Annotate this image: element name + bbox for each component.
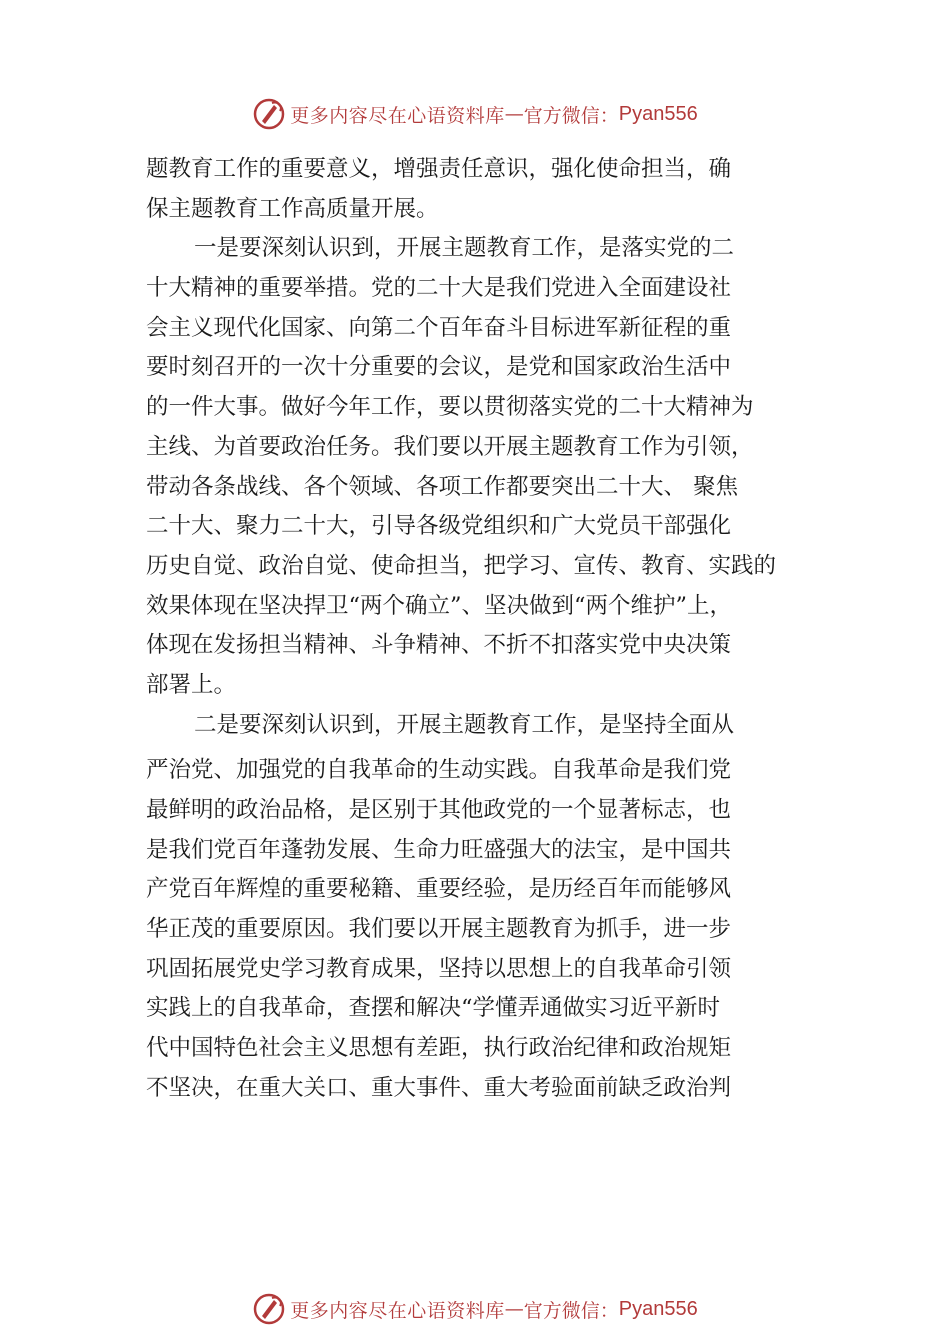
header-dash: — bbox=[504, 103, 524, 125]
paragraph-start-line: 一是要深刻认识到，开展主题教育工作，是落实党的二 bbox=[194, 235, 735, 262]
footer-dash: — bbox=[504, 1298, 524, 1320]
text-line: 部署上。 bbox=[146, 671, 237, 698]
text-line: 最鲜明的政治品格，是区别于其他政党的一个显著标志，也 bbox=[146, 797, 732, 823]
text-line: 历史自觉、政治自觉、使命担当，把学习、宣传、教育、实践的 bbox=[146, 552, 777, 579]
text-line: 不坚决，在重大关口、重大事件、重大考验面前缺乏政治判 bbox=[146, 1074, 732, 1101]
text-line: 保主题教育工作高质量开展。 bbox=[146, 195, 439, 222]
brand-logo-icon bbox=[252, 97, 286, 131]
text-line: 二十大、聚力二十大，引导各级党组织和广大党员干部强化 bbox=[146, 513, 732, 540]
text-line: 代中国特色社会主义思想有差距，执行政治纪律和政治规矩 bbox=[146, 1035, 732, 1062]
text-line: 效果体现在坚决捍卫“两个确立”、坚决做到“两个维护”上， bbox=[146, 592, 733, 619]
text-line: 要时刻召开的一次十分重要的会议，是党和国家政治生活中 bbox=[146, 354, 732, 381]
text-line: 十大精神的重要举措。党的二十大是我们党进入全面建设社 bbox=[146, 275, 732, 302]
text-line: 实践上的自我革命，查摆和解决“学懂弄通做实习近平新时 bbox=[146, 995, 721, 1022]
text-line: 是我们党百年蓬勃发展、生命力旺盛强大的法宝，是中国共 bbox=[146, 836, 732, 863]
header-banner bbox=[0, 94, 950, 134]
footer-wechat-label: 官方微信： bbox=[523, 1299, 619, 1322]
text-line: 带动各条战线、各个领域、各项工作都要突出二十大、 聚焦 bbox=[146, 473, 739, 500]
header-wechat-label: 官方微信： bbox=[523, 104, 619, 127]
footer-wechat-id: Pyan556 bbox=[618, 1297, 698, 1320]
header-wechat-id: Pyan556 bbox=[618, 102, 698, 125]
text-line: 巩固拓展党史学习教育成果，坚持以思想上的自我革命引领 bbox=[146, 955, 732, 982]
footer-banner bbox=[0, 1289, 950, 1329]
text-line: 的一件大事。做好今年工作，要以贯彻落实党的二十大精神为 bbox=[146, 394, 754, 421]
text-line: 体现在发扬担当精神、斗争精神、不折不扣落实党中央决策 bbox=[146, 632, 732, 659]
document-body bbox=[146, 150, 816, 1109]
text-line: 华正茂的重要原因。我们要以开展主题教育为抓手，进一步 bbox=[146, 916, 732, 943]
text-line: 题教育工作的重要意义，增强责任意识，强化使命担当，确 bbox=[146, 156, 732, 182]
text-line: 产党百年辉煌的重要秘籍、重要经验，是历经百年而能够风 bbox=[146, 876, 732, 903]
brand-logo-icon bbox=[252, 1292, 286, 1326]
paragraph-start-line: 二是要深刻认识到，开展主题教育工作，是坚持全面从 bbox=[194, 711, 735, 738]
text-line: 严治党、加强党的自我革命的生动实践。自我革命是我们党 bbox=[146, 757, 732, 784]
footer-brand-text: 更多内容尽在心语资料库 bbox=[290, 1299, 505, 1322]
text-line: 会主义现代化国家、向第二个百年奋斗目标进军新征程的重 bbox=[146, 314, 732, 341]
text-line: 主线、为首要政治任务。我们要以开展主题教育工作为引领， bbox=[146, 433, 754, 460]
header-brand-text: 更多内容尽在心语资料库 bbox=[290, 104, 505, 127]
